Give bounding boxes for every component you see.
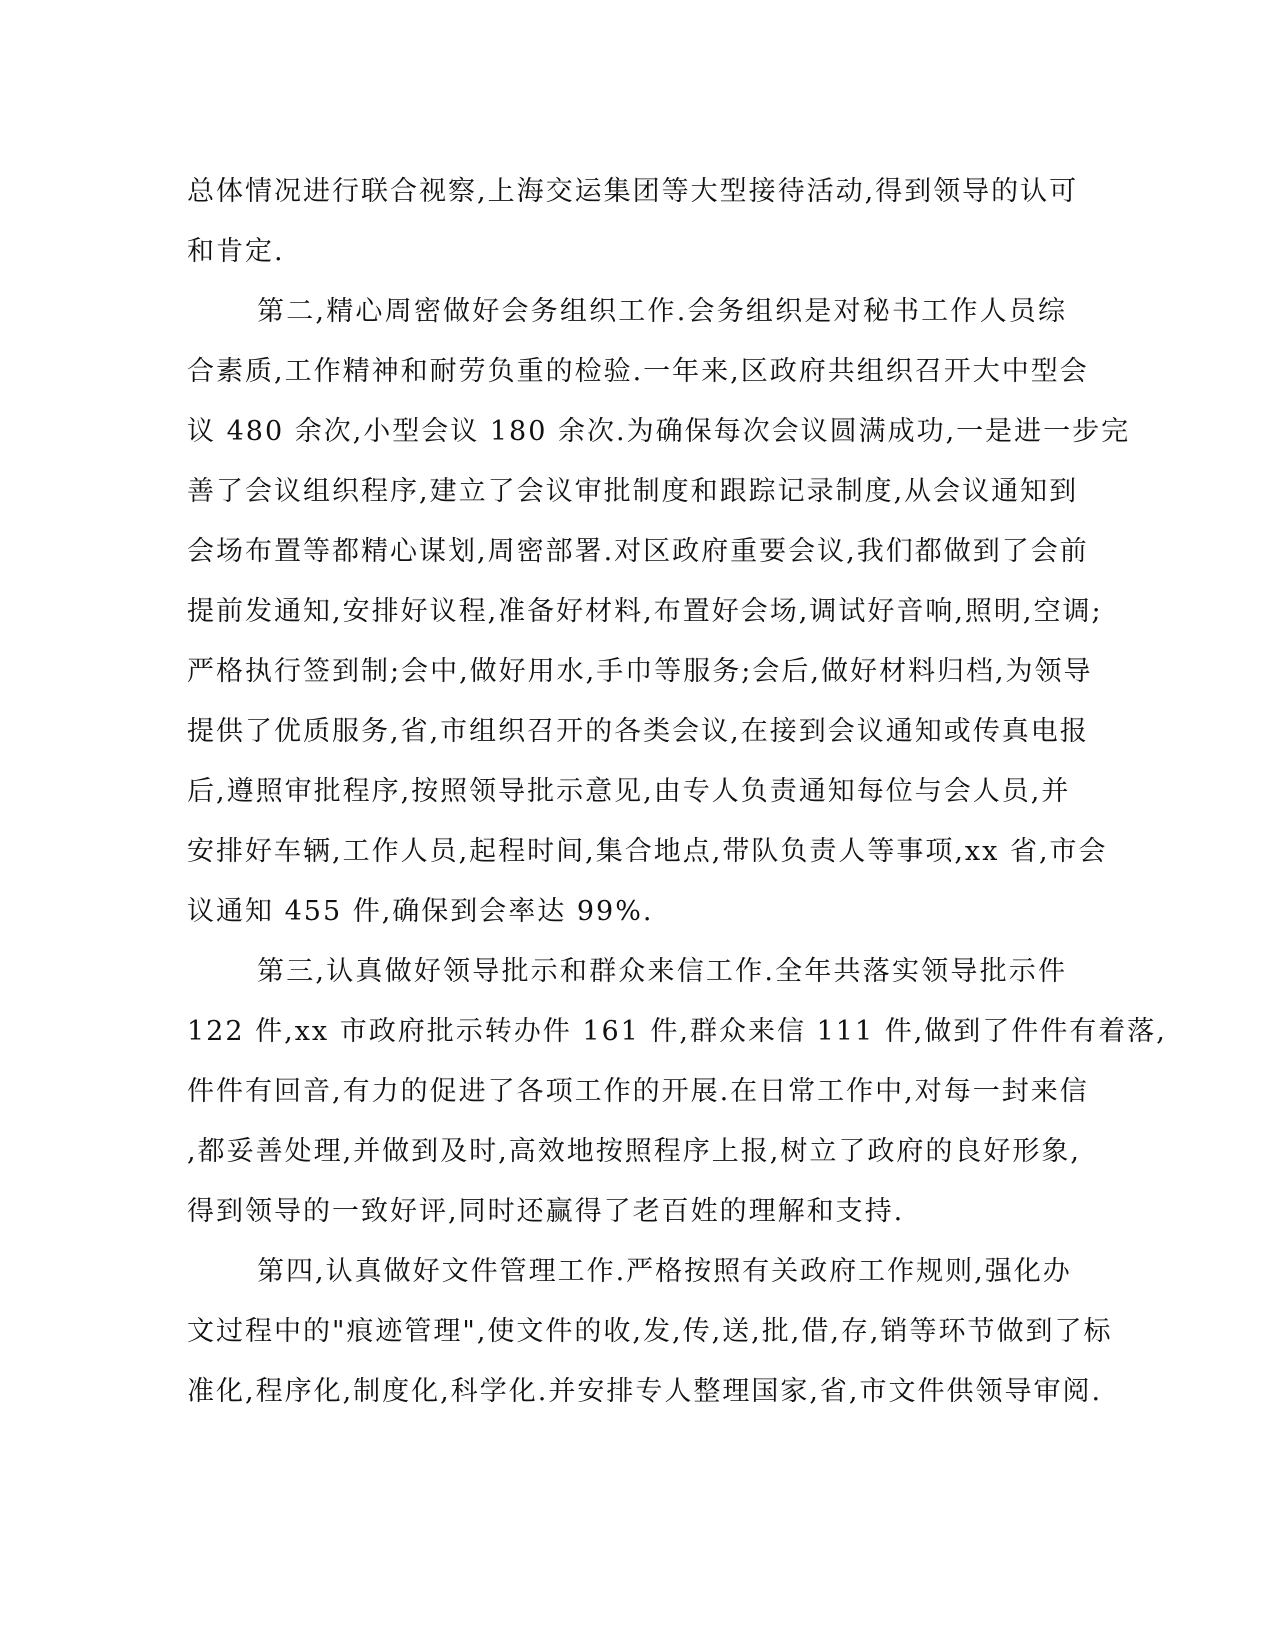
text-line: 合素质,工作精神和耐劳负重的检验.一年来,区政府共组织召开大中型会 (187, 356, 1089, 387)
text-line: 总体情况进行联合视察,上海交运集团等大型接待活动,得到领导的认可 (187, 176, 1079, 207)
text-line: 提供了优质服务,省,市组织召开的各类会议,在接到会议通知或传真电报 (187, 716, 1089, 747)
text-line: ,都妥善处理,并做到及时,高效地按照程序上报,树立了政府的良好形象, (187, 1136, 1081, 1167)
text-line: 议 480 余次,小型会议 180 余次.为确保每次会议圆满成功,一是进一步完 (187, 416, 1131, 447)
text-line: 提前发通知,安排好议程,准备好材料,布置好会场,调试好音响,照明,空调; (187, 596, 1103, 627)
text-line: 议通知 455 件,确保到会率达 99%. (187, 896, 654, 927)
paragraph-start-line: 第三,认真做好领导批示和群众来信工作.全年共落实领导批示件 (257, 956, 1067, 987)
text-line: 后,遵照审批程序,按照领导批示意见,由专人负责通知每位与会人员,并 (187, 776, 1071, 807)
text-line: 得到领导的一致好评,同时还赢得了老百姓的理解和支持. (187, 1196, 905, 1227)
text-line: 件件有回音,有力的促进了各项工作的开展.在日常工作中,对每一封来信 (187, 1076, 1089, 1107)
text-line: 善了会议组织程序,建立了会议审批制度和跟踪记录制度,从会议通知到 (187, 476, 1079, 507)
text-line: 文过程中的"痕迹管理",使文件的收,发,传,送,批,借,存,销等环节做到了标 (187, 1316, 1113, 1347)
paragraph-start-line: 第四,认真做好文件管理工作.严格按照有关政府工作规则,强化办 (257, 1256, 1072, 1287)
paragraph-start-line: 第二,精心周密做好会务组织工作.会务组织是对秘书工作人员综 (257, 296, 1067, 327)
text-line: 和肯定. (187, 236, 285, 267)
document-body (187, 162, 1167, 1422)
text-line: 122 件,xx 市政府批示转办件 161 件,群众来信 111 件,做到了件件有着落, (187, 1016, 1167, 1047)
text-line: 安排好车辆,工作人员,起程时间,集合地点,带队负责人等事项,xx 省,市会 (187, 836, 1108, 867)
text-line: 严格执行签到制;会中,做好用水,手巾等服务;会后,做好材料归档,为领导 (187, 656, 1093, 687)
text-line: 准化,程序化,制度化,科学化.并安排专人整理国家,省,市文件供领导审阅. (187, 1376, 1103, 1407)
text-line: 会场布置等都精心谋划,周密部署.对区政府重要会议,我们都做到了会前 (187, 536, 1089, 567)
